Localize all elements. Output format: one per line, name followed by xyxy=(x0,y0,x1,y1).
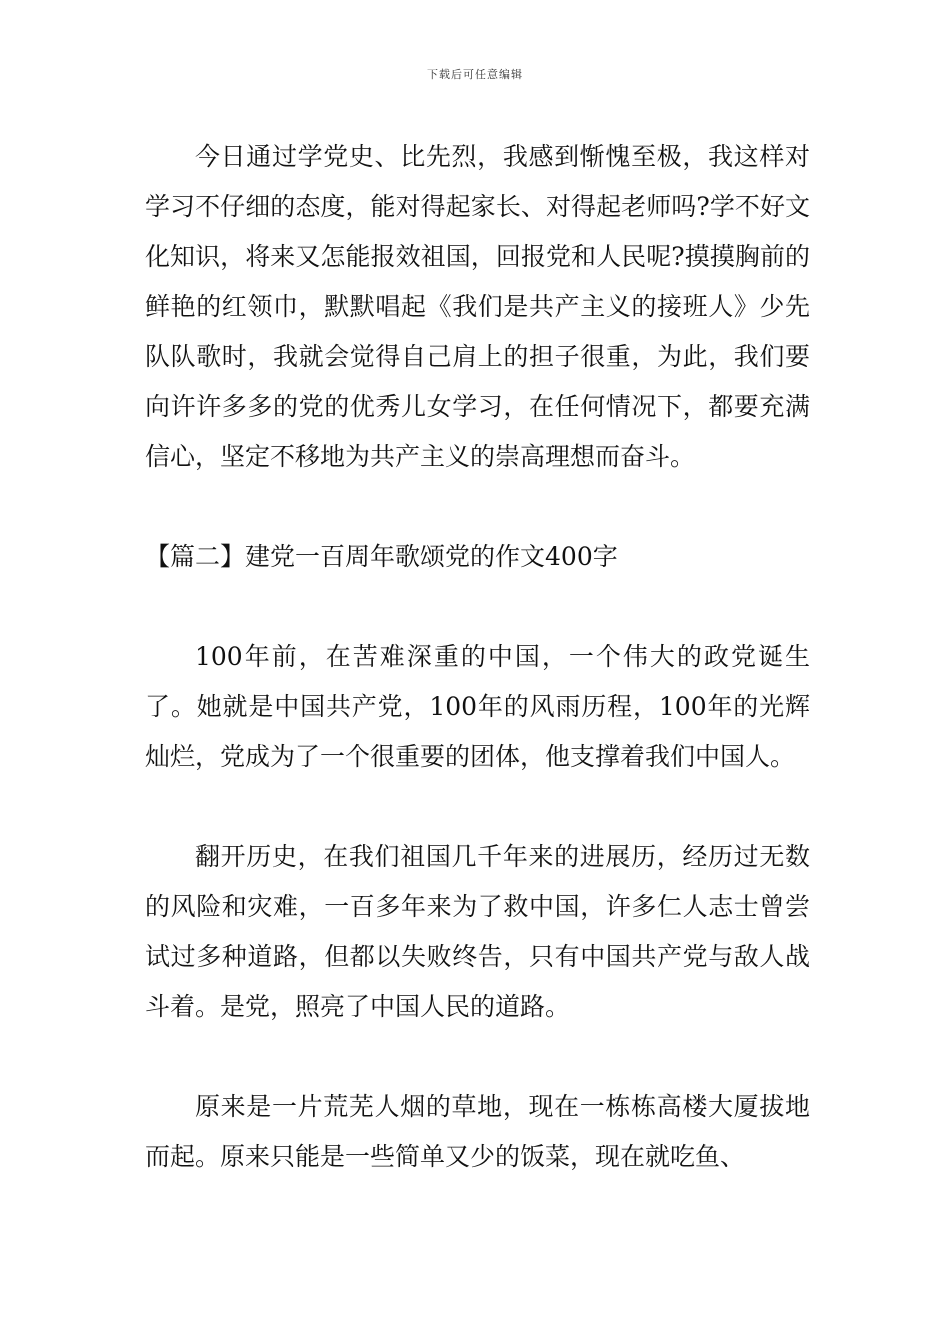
document-body xyxy=(145,132,810,1182)
paragraph-gap xyxy=(145,482,810,532)
paragraph-gap xyxy=(145,782,810,832)
paragraph-4: 原来是一片荒芜人烟的草地，现在一栋栋高楼大厦拔地而起。原来只能是一些简单又少的饭菜，现在就吃鱼、 xyxy=(145,1092,810,1171)
paragraph-gap xyxy=(145,1032,810,1082)
paragraph-2: 100年前，在苦难深重的中国，一个伟大的政党诞生了。她就是中国共产党，100年的风雨历程，100年的光辉灿烂，党成为了一个很重要的团体，他支撑着我们中国人。 xyxy=(145,642,810,771)
paragraph-3: 翻开历史，在我们祖国几千年来的进展历，经历过无数的风险和灾难，一百多年来为了救中国，许多仁人志士曾尝试过多种道路，但都以失败终告，只有中国共产党与敌人战斗着。是党，照亮了中国人民的道路。 xyxy=(145,842,810,1021)
paragraph-gap xyxy=(145,582,810,632)
section-heading: 【篇二】建党一百周年歌颂党的作文400字 xyxy=(145,542,618,571)
paragraph-1: 今日通过学党史、比先烈，我感到惭愧至极，我这样对学习不仔细的态度，能对得起家长、对得起老师吗?学不好文化知识，将来又怎能报效祖国，回报党和人民呢?摸摸胸前的鲜艳的红领巾，默默唱起《我们是共产主义的接班人》少先队队歌时，我就会觉得自己肩上的担子很重，为此，我们要向许许多多的党的优秀儿女学习，在任何情况下，都要充满信心，坚定不移地为共产主义的崇高理想而奋斗。 xyxy=(145,142,810,471)
header-note: 下载后可任意编辑 xyxy=(427,68,523,81)
